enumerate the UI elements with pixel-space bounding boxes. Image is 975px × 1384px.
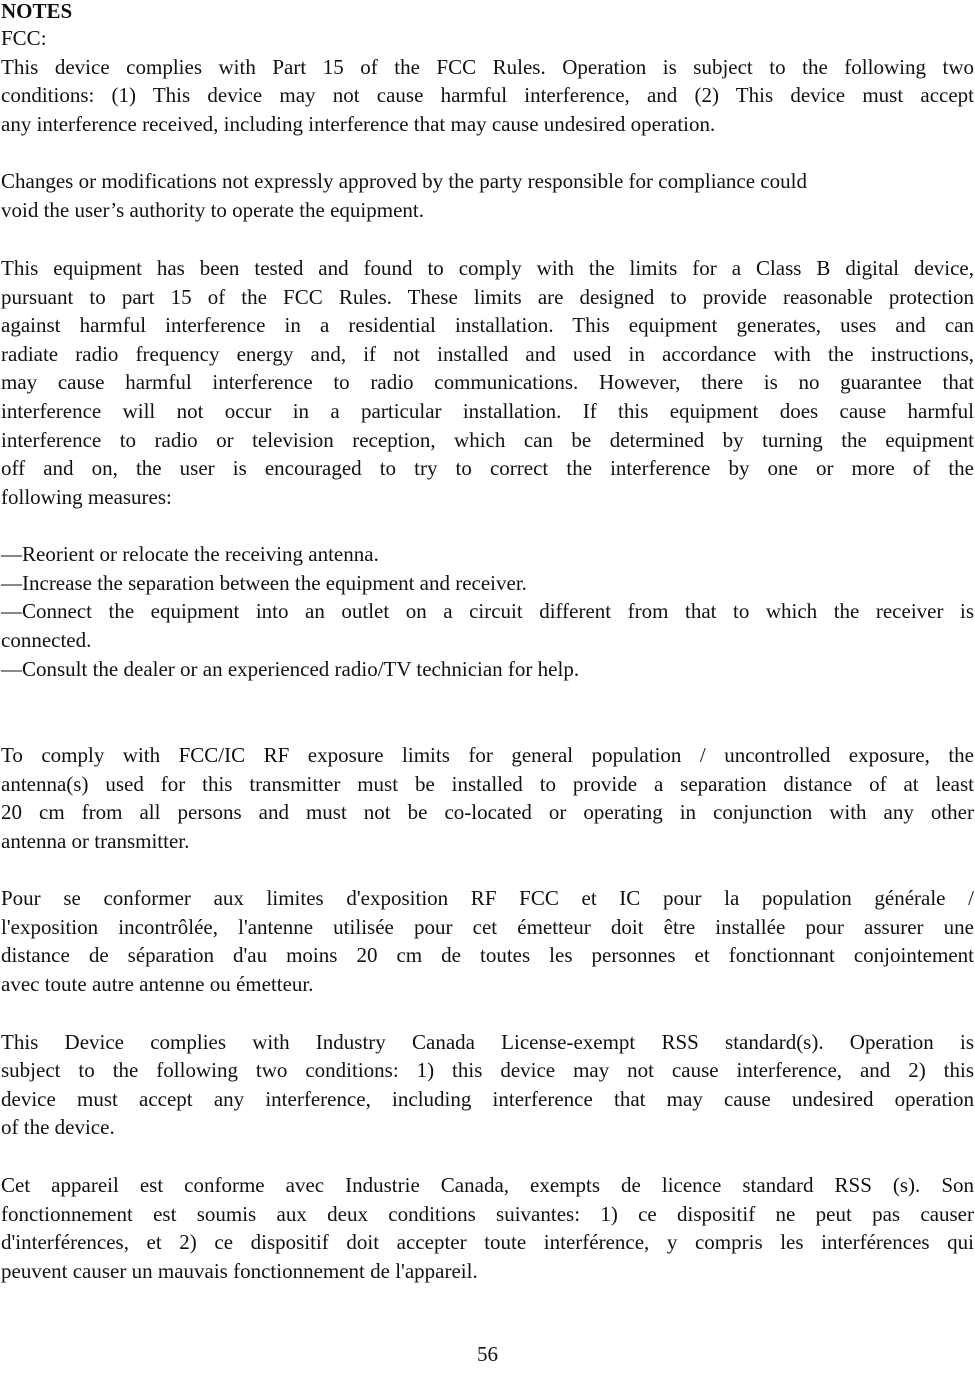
paragraph-line: 20 cm from all persons and must not be co-located or operating in conjunction with any other: [1, 800, 974, 824]
paragraph-line: This equipment has been tested and found to comply with the limits for a Class B digital device,: [1, 256, 974, 280]
measure-item: —Connect the equipment into an outlet on a circuit different from that to which the receiver is: [1, 599, 974, 623]
notes-heading: NOTES: [1, 0, 73, 23]
paragraph-line: fonctionnement est soumis aux deux conditions suivantes: 1) ce dispositif ne peut pas causer: [1, 1202, 974, 1226]
paragraph-line: antenna or transmitter.: [1, 829, 190, 853]
paragraph-line: To comply with FCC/IC RF exposure limits for general population / uncontrolled exposure, the: [1, 743, 974, 767]
paragraph-line: device must accept any interference, including interference that may cause undesired operation: [1, 1087, 974, 1111]
paragraph-line: may cause harmful interference to radio communications. However, there is no guarantee that: [1, 370, 974, 394]
paragraph-line: subject to the following two conditions: 1) this device may not cause interference, and 2) this: [1, 1058, 974, 1082]
paragraph-line: interference will not occur in a particular installation. If this equipment does cause harmful: [1, 399, 974, 423]
paragraph-line: void the user’s authority to operate the equipment.: [1, 198, 425, 222]
measure-item: —Reorient or relocate the receiving antenna.: [1, 542, 379, 566]
paragraph-line: following measures:: [1, 485, 172, 509]
paragraph-line: of the device.: [1, 1115, 115, 1139]
paragraph-line: off and on, the user is encouraged to try to correct the interference by one or more of the: [1, 456, 974, 480]
paragraph-line: avec toute autre antenne ou émetteur.: [1, 972, 314, 996]
paragraph-line: Pour se conformer aux limites d'exposition RF FCC et IC pour la population générale /: [1, 886, 974, 910]
paragraph-line: Changes or modifications not expressly approved by the party responsible for compliance could: [1, 169, 807, 193]
paragraph-line: distance de séparation d'au moins 20 cm de toutes les personnes et fonctionnant conjointement: [1, 943, 974, 967]
measure-item: —Increase the separation between the equipment and receiver.: [1, 571, 527, 595]
paragraph-line: interference to radio or television reception, which can be determined by turning the equipment: [1, 428, 974, 452]
page-number: 56: [477, 1342, 498, 1366]
measure-item: connected.: [1, 628, 92, 652]
paragraph-line: peuvent causer un mauvais fonctionnement de l'appareil.: [1, 1259, 478, 1283]
paragraph-line: l'exposition incontrôlée, l'antenne utilisée pour cet émetteur doit être installée pour assurer une: [1, 915, 974, 939]
paragraph-line: any interference received, including interference that may cause undesired operation.: [1, 112, 716, 136]
fcc-label: FCC:: [1, 26, 47, 50]
paragraph-line: against harmful interference in a residential installation. This equipment generates, uses and can: [1, 313, 974, 337]
measure-item: —Consult the dealer or an experienced radio/TV technician for help.: [1, 657, 580, 681]
paragraph-line: d'interférences, et 2) ce dispositif doit accepter toute interférence, y compris les interférences qui: [1, 1230, 974, 1254]
paragraph-line: conditions: (1) This device may not cause harmful interference, and (2) This device must accept: [1, 83, 974, 107]
paragraph-line: radiate radio frequency energy and, if not installed and used in accordance with the instructions,: [1, 342, 974, 366]
paragraph-line: This Device complies with Industry Canada License-exempt RSS standard(s). Operation is: [1, 1030, 974, 1054]
paragraph-line: antenna(s) used for this transmitter must be installed to provide a separation distance of at least: [1, 772, 974, 796]
paragraph-line: Cet appareil est conforme avec Industrie Canada, exempts de licence standard RSS (s). Son: [1, 1173, 974, 1197]
paragraph-line: This device complies with Part 15 of the FCC Rules. Operation is subject to the following two: [1, 55, 974, 79]
paragraph-line: pursuant to part 15 of the FCC Rules. These limits are designed to provide reasonable protection: [1, 285, 974, 309]
